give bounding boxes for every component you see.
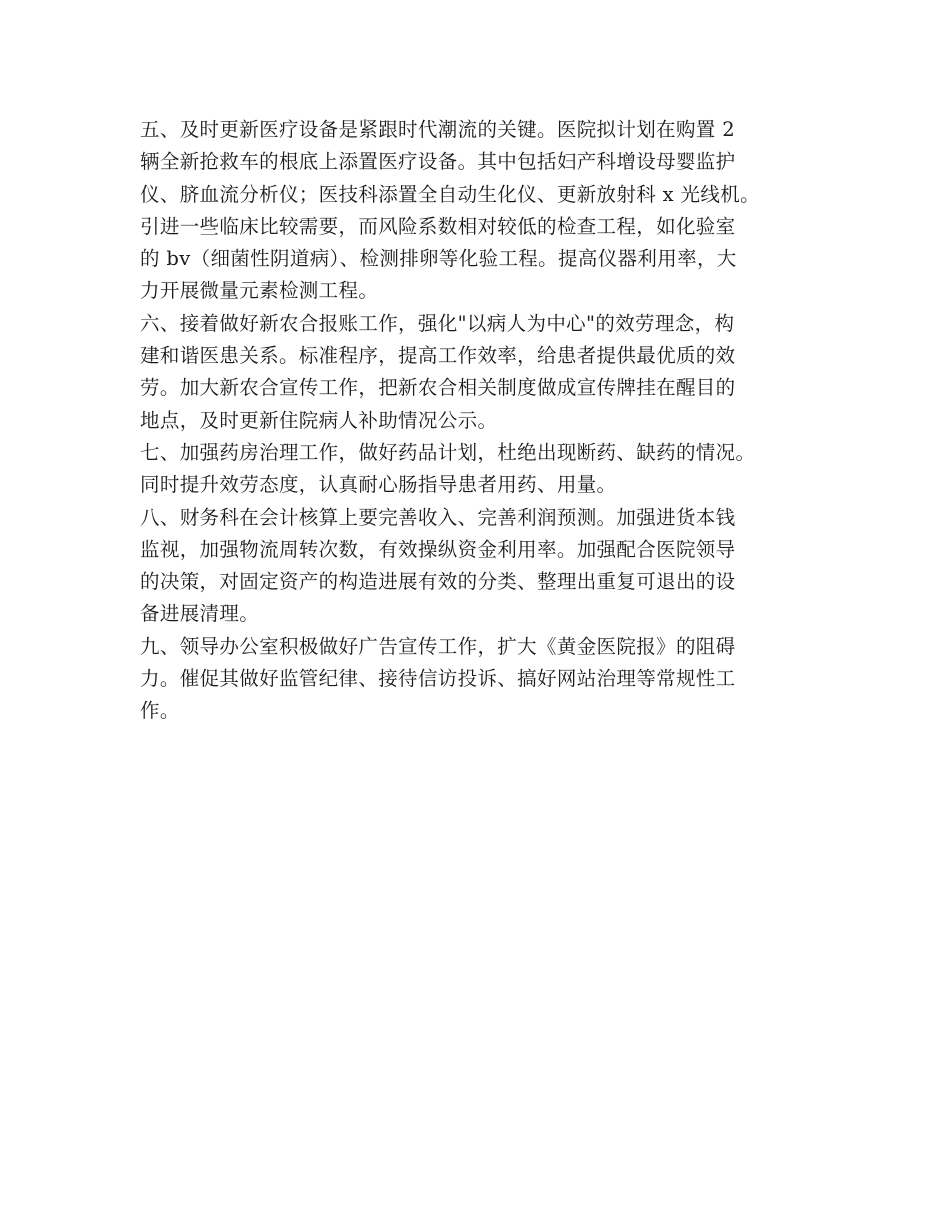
paragraph-seven bbox=[140, 437, 830, 502]
text-line: 劳。加大新农合宣传工作，把新农合相关制度做成宣传牌挂在醒目的 bbox=[140, 376, 736, 400]
text-line: 力。催促其做好监管纪律、接待信访投诉、搞好网站治理等常规性工 bbox=[140, 667, 736, 691]
text-line: 六、接着做好新农合报账工作，强化"以病人为中心"的效劳理念，构 bbox=[140, 311, 735, 335]
text-line: 建和谐医患关系。标准程序，提高工作效率，给患者提供最优质的效 bbox=[140, 344, 736, 368]
paragraph-nine bbox=[140, 631, 830, 728]
text-line: 备进展清理。 bbox=[140, 602, 260, 626]
text-line: 力开展微量元素检测工程。 bbox=[140, 279, 379, 303]
paragraph-six bbox=[140, 308, 830, 437]
text-line: 监视，加强物流周转次数，有效操纵资金利用率。加强配合医院领导 bbox=[140, 537, 736, 561]
text-line: 地点，及时更新住院病人补助情况公示。 bbox=[140, 408, 498, 432]
text-line: 辆全新抢救车的根底上添置医疗设备。其中包括妇产科增设母婴监护 bbox=[140, 150, 736, 174]
text-line: 七、加强药房治理工作，做好药品计划，杜绝出现断药、缺药的情况。 bbox=[140, 440, 756, 464]
text-line: 的 bv（细菌性阴道病）、检测排卵等化验工程。提高仪器利用率，大 bbox=[140, 247, 737, 271]
paragraph-five bbox=[140, 114, 830, 308]
text-line: 八、财务科在会计核算上要完善收入、完善利润预测。加强进货本钱 bbox=[140, 505, 736, 529]
text-line: 作。 bbox=[140, 699, 180, 723]
text-line: 五、及时更新医疗设备是紧跟时代潮流的关键。医院拟计划在购置 2 bbox=[140, 118, 735, 141]
text-line: 的决策，对固定资产的构造进展有效的分类、整理出重复可退出的设 bbox=[140, 570, 736, 594]
text-line: 引进一些临床比较需要，而风险系数相对较低的检查工程，如化验室 bbox=[140, 214, 736, 238]
text-line: 仪、脐血流分析仪；医技科添置全自动生化仪、更新放射科 x 光线机。 bbox=[140, 182, 760, 206]
text-line: 九、领导办公室积极做好广告宣传工作，扩大《黄金医院报》的阻碍 bbox=[140, 634, 736, 658]
text-line: 同时提升效劳态度，认真耐心肠指导患者用药、用量。 bbox=[140, 473, 617, 497]
document-body bbox=[140, 114, 830, 728]
paragraph-eight bbox=[140, 502, 830, 631]
